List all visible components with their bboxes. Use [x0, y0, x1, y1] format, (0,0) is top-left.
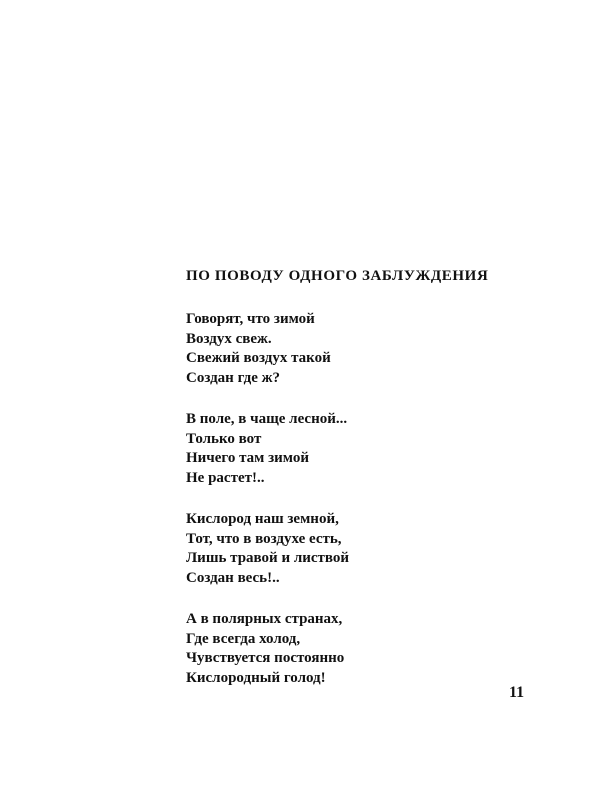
stanza-1 — [186, 310, 349, 388]
poem-title: ПО ПОВОДУ ОДНОГО ЗАБЛУЖДЕНИЯ — [186, 268, 489, 284]
poem-line: Кислородный голод! — [186, 669, 326, 686]
poem-line: Создан весь!.. — [186, 569, 280, 586]
poem-line: Создан где ж? — [186, 369, 281, 386]
poem-body — [186, 310, 349, 710]
page-number: 11 — [509, 684, 525, 701]
poem-line: Свежий воздух такой — [186, 350, 331, 366]
poem-line: Чувствуется постоянно — [186, 650, 345, 666]
poem-line: Ничего там зимой — [186, 450, 309, 466]
stanza-3 — [186, 510, 349, 588]
poem-line: А в полярных странах, — [186, 611, 343, 627]
poem-line: Воздух свеж. — [186, 330, 272, 347]
stanza-4 — [186, 610, 349, 688]
poem-line: Кислород наш земной, — [186, 511, 339, 527]
poem-line: Только вот — [186, 430, 262, 447]
poem-line: Где всегда холод, — [186, 630, 301, 647]
poem-line: Говорят, что зимой — [186, 311, 315, 327]
poem-line: Лишь травой и листвой — [186, 550, 350, 566]
poem-line: Тот, что в воздухе есть, — [186, 530, 342, 547]
stanza-2 — [186, 410, 349, 488]
poem-line: В поле, в чаще лесной... — [186, 411, 348, 427]
poem-line: Не растет!.. — [186, 469, 265, 486]
